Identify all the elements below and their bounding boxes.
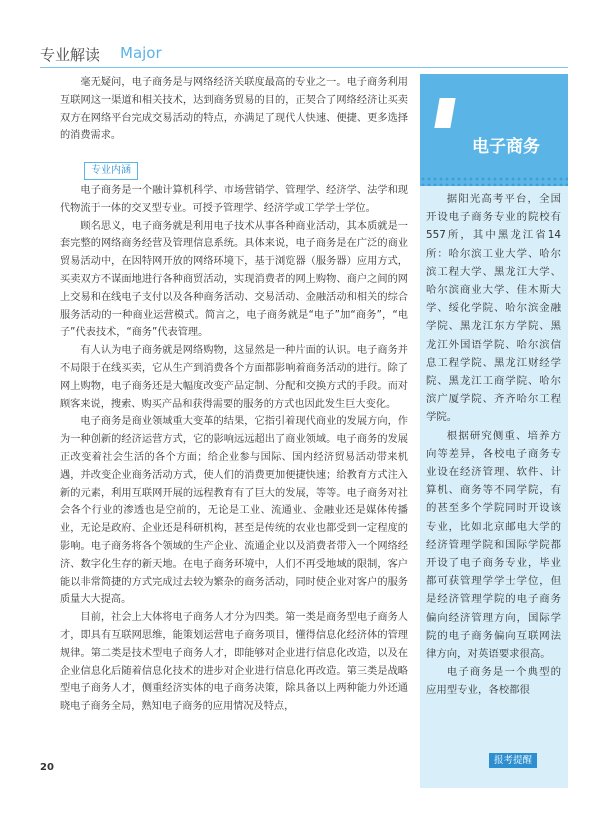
major-title: 电子商务: [472, 137, 540, 157]
sidebar-text: [426, 190, 561, 700]
page-number: 20: [40, 762, 54, 773]
section-tag: 专业内涵: [84, 162, 138, 180]
header-divider: [40, 67, 568, 68]
body-paragraph: 有人认为电子商务就是网络购物，这显然是一种片面的认识。电子商务并不局限于在线买卖，它从生产到消费各个方面都影响着商务活动的进行。除了网上购物，电子商务还是大幅度改变产品定制、分配和交换方式的手段。而对顾客来说，搜索、购买产品和获得需要的服务的方式也因此发生巨大变化。: [60, 345, 408, 410]
body-paragraph: 电子商务是一个融计算机科学、市场营销学、管理学、经济学、法学和现代物流于一体的交叉型专业。可授予管理学、经济学或工学学士学位。: [60, 185, 408, 214]
sidebar-paragraph: 根据研究侧重、培养方向等差异，各校电子商务专业设在经济管理、软件、计算机、商务等不同学院，有的甚至多个学院同时开设该专业，比如北京邮电大学的经济管理学院和国际学院都开设了电子商务专业，毕业都可获管理学学士学位，但是经济管理学院的电子商务偏向经济管理方向，国际学院的电子商务偏向互联网法律方向，对英语要求很高。: [426, 429, 561, 661]
body-paragraph: 顾名思义，电子商务就是利用电子技术从事各种商业活动，其本质就是一套完整的网络商务经营及管理信息系统。具体来说，电子商务是在广泛的商业贸易活动中，在因特网开放的网络环境下，基于浏览器（服务器）应用方式，买卖双方不谋面地进行各种商贸活动，实现消费者的网上购物、商户之间的网上交易和在线电子支付以及各种商务活动、交易活动、金融活动和相关的综合服务活动的一种商业运营模式。简言之，电子商务就是“电子”加“商务”，“电子”代表技术，“商务”代表管理。: [60, 220, 408, 339]
body-paragraph: 目前，社会上大体将电子商务人才分为四类。第一类是商务型电子商务人才，即具有互联网思维，能策划运营电子商务项目，懂得信息化经济体的管理规律。第二类是技术型电子商务人才，即能够对企业进行信息化改造，以及在企业信息化后随着信息化技术的进步对企业进行信息化再改造。第三类是战略型电子商务人才，侧重经济实体的电子商务决策，除具备以上两种能力外还通晓电子商务全局，熟知电子商务的应用情况及特点，: [60, 612, 408, 713]
report-reminder-tag: 报考提醒: [489, 753, 537, 768]
sidebar-paragraph: 据阳光高考平台，全国开设电子商务专业的院校有557所，其中黑龙江省14所：哈尔滨工业大学、哈尔滨工程大学、黑龙江大学、哈尔滨商业大学、佳木斯大学、绥化学院、哈尔滨金融学院、黑龙江东方学院、黑龙江外国语学院、哈尔滨信息工程学院、黑龙江财经学院、黑龙江工商学院、哈尔滨广厦学院、齐齐哈尔工程学院。: [426, 193, 561, 424]
dot-pattern-decoration: [420, 176, 568, 186]
sidebar-paragraph: 电子商务是一个典型的应用型专业，各校都很: [426, 666, 561, 697]
header-title-zh: 专业解读: [40, 46, 101, 64]
intro-paragraph: 毫无疑问，电子商务是与网络经济关联度最高的专业之一。电子商务利用互联网这一渠道和相关技术，达到商务贸易的目的，正契合了网络经济让买卖双方在网络平台完成交易活动的特点，亦满足了现代人快速、便捷、更多选择的消费需求。: [60, 77, 408, 142]
title-block: [420, 74, 568, 186]
intro-block: [60, 74, 408, 145]
body-paragraph: 电子商务是商业领域重大变革的结果，它指引着现代商业的发展方向，作为一种创新的经济运营方式，它的影响远远超出了商业领域。电子商务的发展正改变着社会生活的各个方面；给企业参与国际、国内经济贸易活动带来机遇，并改变企业商务活动方式，使人们的消费更加便捷快速；给教育方式注入新的元素，利用互联网开展的远程教育有了巨大的发展，等等。电子商务对社会各个行业的渗透也是空前的，无论是工业、流通业、金融业还是媒体传播业，无论是政府、企业还是科研机构，甚至是传统的农业也都受到一定程度的影响。电子商务将各个领域的生产企业、流通企业以及消费者带入一个网络经济、数字化生存的新天地。在电子商务环境中，人们不再受地域的限制，客户能以非常简捷的方式完成过去较为繁杂的商务活动，同时使企业对客户的服务质量大大提高。: [60, 416, 408, 606]
main-column: [60, 182, 408, 716]
header-title-en: Major: [120, 44, 162, 62]
